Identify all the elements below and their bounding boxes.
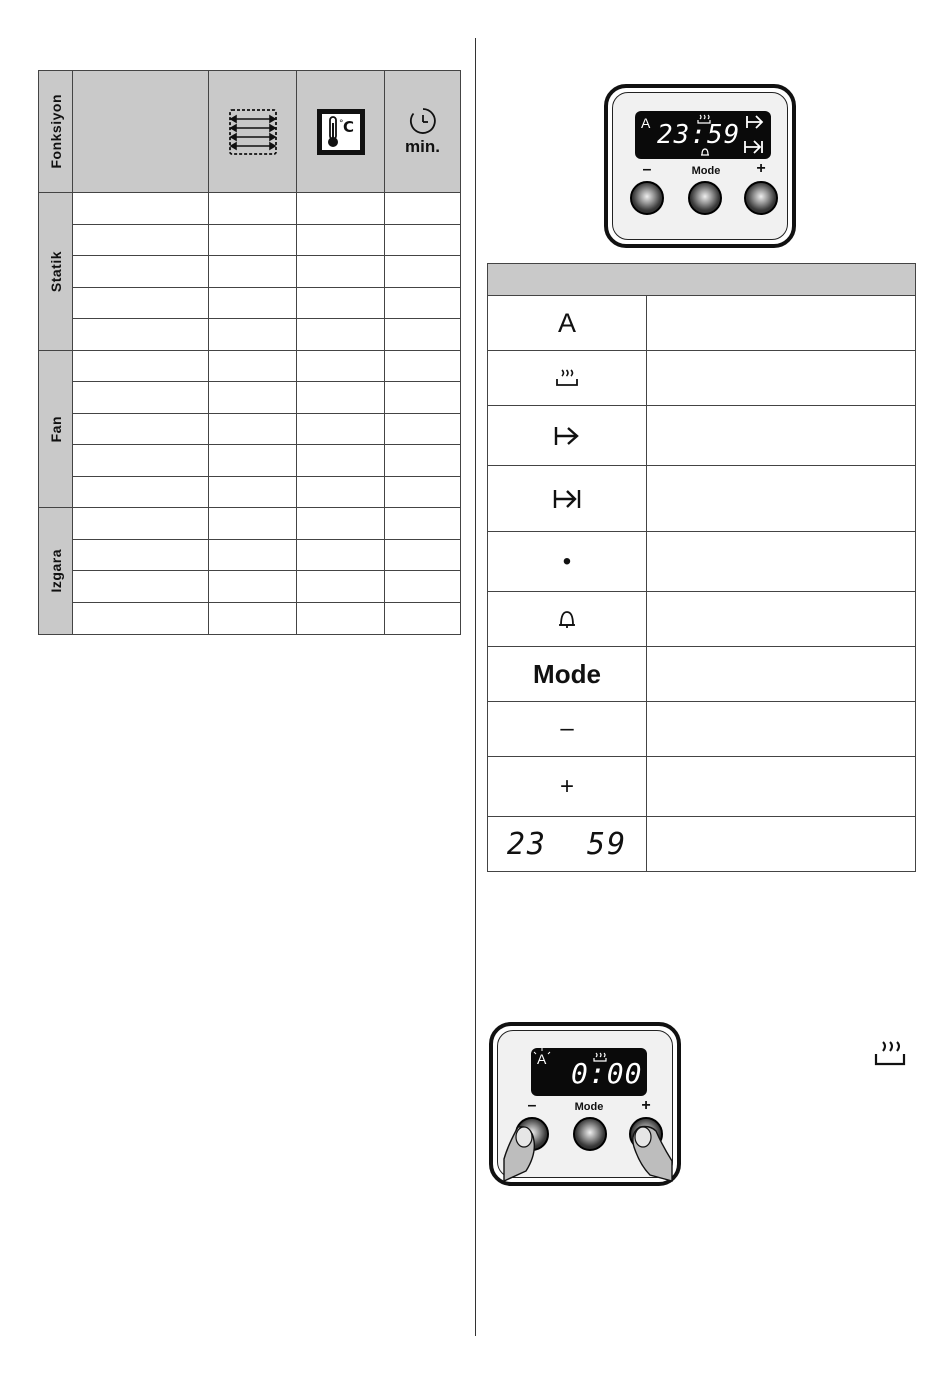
setting-panel bbox=[497, 1030, 673, 1178]
table-cell bbox=[385, 445, 460, 477]
table-cell bbox=[297, 351, 385, 383]
table-cell bbox=[297, 288, 385, 320]
table-cell bbox=[385, 382, 460, 414]
legend-row-start bbox=[488, 406, 915, 466]
group-izgara bbox=[39, 508, 73, 634]
clock-icon bbox=[408, 106, 438, 136]
setting-cooking-icon bbox=[593, 1052, 607, 1062]
legend-row-dot bbox=[488, 532, 915, 592]
symbol-legend-table bbox=[487, 263, 916, 872]
setting-lcd bbox=[531, 1048, 647, 1096]
table-cell bbox=[73, 351, 209, 383]
table-cell bbox=[385, 603, 460, 635]
finger-left-icon bbox=[502, 1123, 548, 1183]
table-cell bbox=[297, 256, 385, 288]
function-table bbox=[38, 70, 461, 635]
legend-symbol-cell bbox=[488, 351, 647, 405]
legend-symbol-cell bbox=[488, 466, 647, 531]
oven-temperature-icon bbox=[315, 107, 367, 157]
table-cell bbox=[73, 508, 209, 540]
table-cell bbox=[209, 603, 297, 635]
legend-description-cell bbox=[647, 351, 915, 405]
svg-text:C: C bbox=[342, 117, 354, 136]
table-cell bbox=[209, 319, 297, 351]
timer-lcd bbox=[635, 111, 771, 159]
svg-text:°: ° bbox=[338, 118, 343, 129]
table-cell bbox=[297, 571, 385, 603]
table-cell bbox=[73, 256, 209, 288]
minus-label: – bbox=[642, 161, 652, 178]
auto-symbol: A bbox=[641, 115, 651, 131]
table-cell bbox=[73, 414, 209, 446]
table-cell bbox=[73, 571, 209, 603]
legend-symbol-cell bbox=[488, 702, 647, 756]
table-cell bbox=[73, 193, 209, 225]
legend-row-end bbox=[488, 466, 915, 532]
dot-symbol: • bbox=[562, 547, 572, 575]
legend-symbol-cell bbox=[488, 757, 647, 816]
table-cell bbox=[385, 288, 460, 320]
plus-button[interactable] bbox=[744, 181, 778, 215]
group-statik bbox=[39, 193, 73, 351]
legend-description-cell bbox=[647, 466, 915, 531]
table-cell bbox=[297, 477, 385, 509]
legend-symbol-cell bbox=[488, 647, 647, 701]
table-cell bbox=[73, 445, 209, 477]
shelf-position-icon bbox=[227, 107, 279, 157]
table-cell bbox=[209, 508, 297, 540]
group-fan bbox=[39, 351, 73, 509]
table-cell bbox=[73, 225, 209, 257]
auto-symbol: A bbox=[557, 307, 576, 338]
timer-display-illustration bbox=[604, 84, 796, 248]
lcd-cooking-icon bbox=[697, 114, 711, 124]
empty-header-cell bbox=[73, 71, 209, 193]
table-cell bbox=[209, 256, 297, 288]
legend-row-auto bbox=[488, 296, 915, 351]
table-cell bbox=[385, 508, 460, 540]
legend-row-mode bbox=[488, 647, 915, 702]
group-label: Fan bbox=[47, 415, 64, 442]
legend-description-cell bbox=[647, 647, 915, 701]
cooking-icon bbox=[873, 1040, 907, 1068]
plus-symbol: + bbox=[559, 772, 574, 800]
table-cell bbox=[297, 508, 385, 540]
legend-description-cell bbox=[647, 296, 915, 350]
legend-row-bell bbox=[488, 592, 915, 647]
digits-symbol: 23 59 bbox=[506, 826, 628, 862]
table-cell bbox=[209, 288, 297, 320]
table-cell bbox=[385, 256, 460, 288]
function-header-cell bbox=[39, 71, 73, 193]
legend-description-cell bbox=[647, 532, 915, 591]
mode-button[interactable] bbox=[688, 181, 722, 215]
legend-description-cell bbox=[647, 817, 915, 871]
legend-row-digits bbox=[488, 817, 915, 871]
auto-symbol-blinking: A bbox=[537, 1051, 547, 1067]
table-cell bbox=[385, 540, 460, 572]
legend-row-plus bbox=[488, 757, 915, 817]
setting-time: 0:00 bbox=[571, 1057, 643, 1090]
temperature-header-cell bbox=[297, 71, 385, 193]
legend-description-cell bbox=[647, 757, 915, 816]
table-cell bbox=[297, 603, 385, 635]
legend-row-cooking bbox=[488, 351, 915, 406]
time-unit-label: min. bbox=[405, 137, 440, 156]
table-cell bbox=[385, 193, 460, 225]
table-cell bbox=[209, 414, 297, 446]
timer-panel bbox=[612, 92, 788, 240]
table-cell bbox=[73, 288, 209, 320]
legend-symbol-cell bbox=[488, 592, 647, 646]
time-header-cell bbox=[385, 71, 460, 193]
table-cell bbox=[297, 319, 385, 351]
table-cell bbox=[385, 225, 460, 257]
legend-description-cell bbox=[647, 592, 915, 646]
table-cell bbox=[73, 382, 209, 414]
table-cell bbox=[209, 540, 297, 572]
lcd-time: 23:59 bbox=[657, 120, 741, 150]
legend-symbol-cell bbox=[488, 296, 647, 350]
cooking-icon bbox=[555, 368, 579, 388]
time-setting-illustration bbox=[489, 1022, 681, 1186]
start-arrow-icon bbox=[553, 425, 581, 447]
legend-symbol-cell bbox=[488, 532, 647, 591]
legend-row-minus bbox=[488, 702, 915, 757]
legend-description-cell bbox=[647, 406, 915, 465]
table-cell bbox=[73, 477, 209, 509]
legend-symbol-cell bbox=[488, 817, 647, 871]
table-cell bbox=[385, 319, 460, 351]
table-cell bbox=[73, 319, 209, 351]
lcd-start-arrow-icon bbox=[745, 115, 765, 129]
table-cell bbox=[297, 225, 385, 257]
table-cell bbox=[209, 571, 297, 603]
table-cell bbox=[209, 445, 297, 477]
table-cell bbox=[73, 603, 209, 635]
table-cell bbox=[385, 477, 460, 509]
blink-rays-icon bbox=[533, 1048, 551, 1066]
mode-label: Mode bbox=[574, 1101, 604, 1113]
table-cell bbox=[209, 351, 297, 383]
table-cell bbox=[385, 351, 460, 383]
table-cell bbox=[297, 540, 385, 572]
table-cell bbox=[209, 382, 297, 414]
lcd-bell-icon bbox=[700, 147, 710, 157]
table-cell bbox=[385, 571, 460, 603]
plus-label: + bbox=[641, 1097, 651, 1114]
mode-button[interactable] bbox=[573, 1117, 607, 1151]
group-label: Statik bbox=[47, 250, 64, 292]
finger-right-icon bbox=[630, 1123, 676, 1183]
table-cell bbox=[297, 193, 385, 225]
lcd-end-arrow-icon bbox=[743, 140, 765, 154]
table-cell bbox=[297, 414, 385, 446]
table-cell bbox=[209, 193, 297, 225]
table-cell bbox=[297, 445, 385, 477]
table-cell bbox=[209, 477, 297, 509]
function-column-label: Fonksiyon bbox=[47, 94, 64, 169]
group-label: Izgara bbox=[47, 549, 64, 593]
legend-header bbox=[488, 264, 915, 296]
legend-description-cell bbox=[647, 702, 915, 756]
shelf-header-cell bbox=[209, 71, 297, 193]
mode-label: Mode bbox=[691, 165, 721, 177]
minus-symbol: – bbox=[560, 715, 574, 742]
minus-button[interactable] bbox=[630, 181, 664, 215]
plus-label: + bbox=[756, 160, 766, 177]
minus-label: – bbox=[527, 1097, 537, 1114]
table-cell bbox=[385, 414, 460, 446]
table-cell bbox=[73, 540, 209, 572]
end-arrow-icon bbox=[552, 488, 582, 510]
column-divider bbox=[475, 38, 476, 1336]
table-cell bbox=[209, 225, 297, 257]
legend-symbol-cell bbox=[488, 406, 647, 465]
table-cell bbox=[297, 382, 385, 414]
bell-icon bbox=[556, 608, 578, 630]
mode-symbol: Mode bbox=[533, 658, 601, 689]
